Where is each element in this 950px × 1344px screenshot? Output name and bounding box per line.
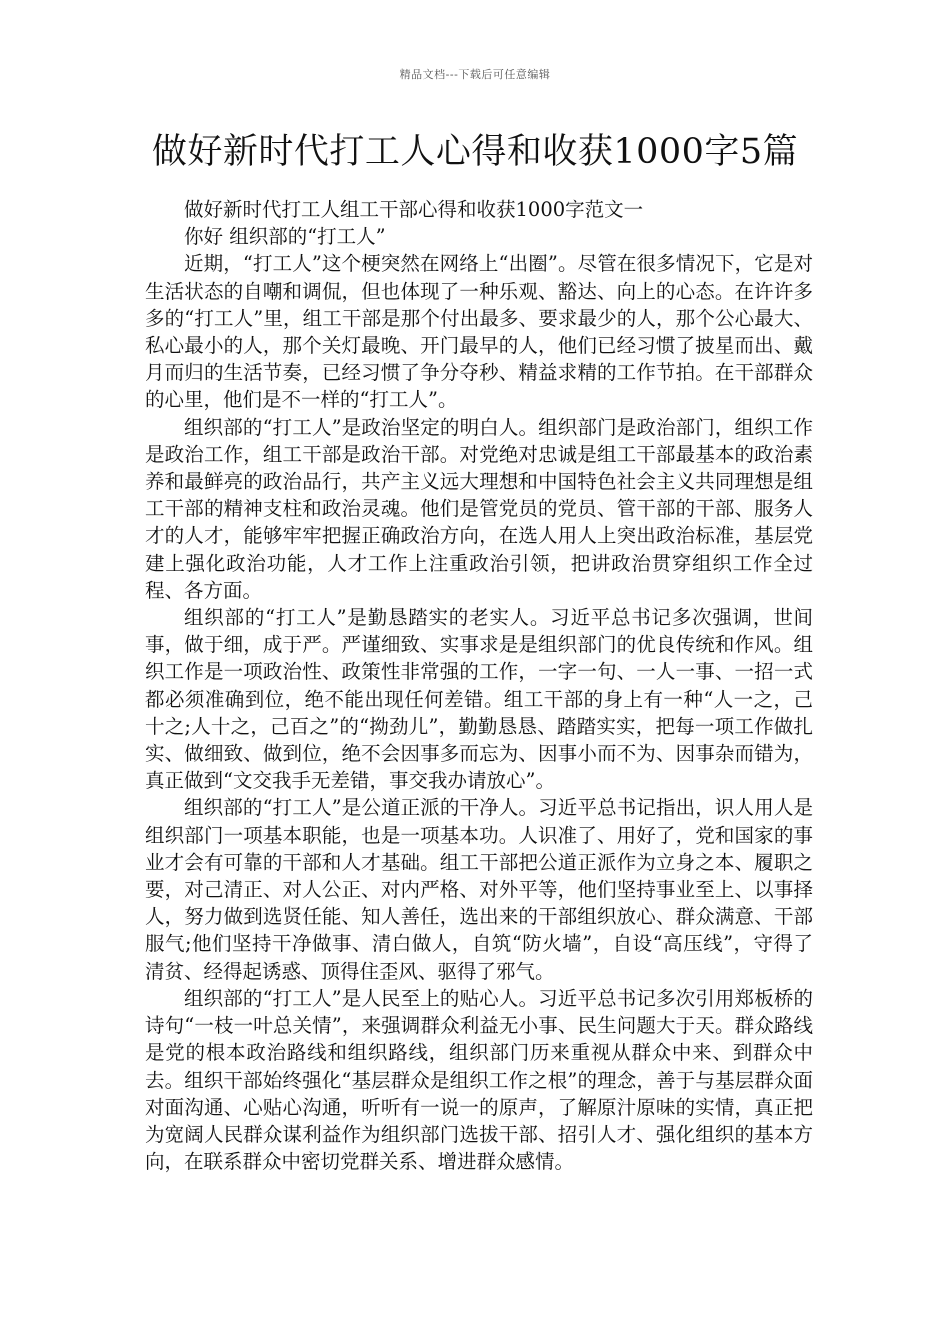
document-body xyxy=(145,196,813,1175)
document-title: 做好新时代打工人心得和收获1000字5篇 xyxy=(151,132,799,172)
document-subtitle: 做好新时代打工人组工干部心得和收获1000字范文一 xyxy=(184,198,644,221)
paragraph-diligent: 组织部的“打工人”是勤恳踏实的老实人。习近平总书记多次强调，世间事，做于细，成于严。严谨细致、实事求是是组织部门的优良传统和作风。组织工作是一项政治性、政策性非常强的工作，一字一句、一人一事、一招一式都必须准确到位，绝不能出现任何差错。组工干部的身上有一种“人一之，己十之;人十之，己百之”的“拗劲儿”，勤勤恳恳、踏踏实实，把每一项工作做扎实、做细致、做到位，绝不会因事多而忘为、因事小而不为、因事杂而错为，真正做到“文交我手无差错，事交我办请放心”。 xyxy=(145,606,813,793)
paragraph-fair: 组织部的“打工人”是公道正派的干净人。习近平总书记指出，识人用人是组织部门一项基本职能，也是一项基本功。人识准了、用好了，党和国家的事业才会有可靠的干部和人才基础。组工干部把公道正派作为立身之本、履职之要，对己清正、对人公正、对内严格、对外平等，他们坚持事业至上、以事择人，努力做到选贤任能、知人善任，选出来的干部组织放心、群众满意、干部服气;他们坚持干净做事、清白做人，自筑“防火墙”，自设“高压线”，守得了清贫、经得起诱惑、顶得住歪风、驱得了邪气。 xyxy=(145,796,813,983)
page-header-note: 精品文档---下载后可任意编辑 xyxy=(399,68,551,81)
paragraph-intro: 近期，“打工人”这个梗突然在网络上“出圈”。尽管在很多情况下，它是对生活状态的自嘲和调侃，但也体现了一种乐观、豁达、向上的心态。在许许多多的“打工人”里，组工干部是那个付出最多、要求最少的人，那个公心最大、私心最小的人，那个关灯最晚、开门最早的人，他们已经习惯了披星而出、戴月而归的生活节奏，已经习惯了争分夺秒、精益求精的工作节拍。在干部群众的心里，他们是不一样的“打工人”。 xyxy=(145,252,813,412)
paragraph-people: 组织部的“打工人”是人民至上的贴心人。习近平总书记多次引用郑板桥的诗句“一枝一叶总关情”，来强调群众利益无小事、民生问题大于天。群众路线是党的根本政治路线和组织路线，组织部门历来重视从群众中来、到群众中去。组织干部始终强化“基层群众是组织工作之根”的理念，善于与基层群众面对面沟通、心贴心沟通，听听有一说一的原声，了解原汁原味的实情，真正把为宽阔人民群众谋利益作为组织部门选拔干部、招引人才、强化组织的基本方向，在联系群众中密切党群关系、增进群众感情。 xyxy=(145,986,813,1174)
paragraph-political: 组织部的“打工人”是政治坚定的明白人。组织部门是政治部门，组织工作是政治工作，组工干部是政治干部。对党绝对忠诚是组工干部最基本的政治素养和最鲜亮的政治品行，共产主义远大理想和中国特色社会主义共同理想是组工干部的精神支柱和政治灵魂。他们是管党员的党员、管干部的干部、服务人才的人才，能够牢牢把握正确政治方向，在选人用人上突出政治标准，基层党建上强化政治功能，人才工作上注重政治引领，把讲政治贯穿组织工作全过程、各方面。 xyxy=(145,415,813,602)
greeting-line: 你好 组织部的“打工人” xyxy=(184,225,386,249)
